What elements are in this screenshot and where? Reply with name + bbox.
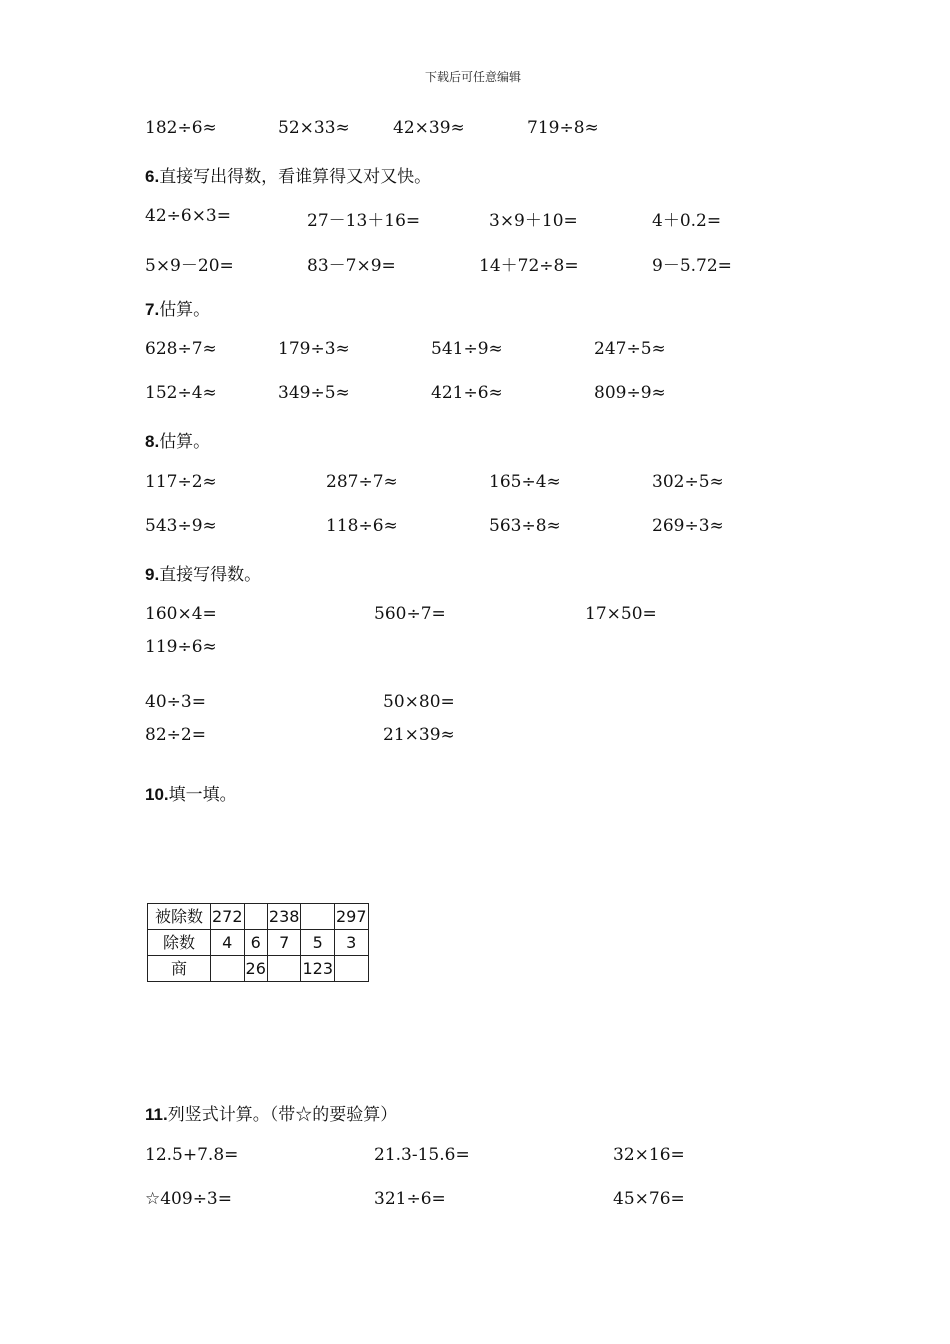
q8-expr: 543÷9≈ (145, 516, 217, 536)
table-cell: 4 (211, 930, 245, 956)
q6-expr: 3×9＋10= (489, 211, 578, 231)
q7-expr: 179÷3≈ (278, 339, 350, 359)
q6-heading (145, 162, 431, 187)
q8-expr: 118÷6≈ (326, 516, 398, 536)
table-row (148, 930, 369, 956)
table-cell (301, 904, 335, 930)
q9-expr: 17×50= (585, 604, 657, 624)
table-row (148, 956, 369, 982)
q8-title: 估算。 (159, 432, 211, 452)
table-cell: 5 (301, 930, 335, 956)
q8-heading (145, 427, 210, 452)
table-cell (244, 904, 267, 930)
table-cell: 6 (244, 930, 267, 956)
q9-heading (145, 560, 261, 585)
q9-expr: 160×4= (145, 604, 217, 624)
table-cell: 238 (267, 904, 301, 930)
q9-expr: 82÷2= (145, 725, 206, 745)
q8-expr: 563÷8≈ (489, 516, 561, 536)
page-header: 下载后可任意编辑 (425, 70, 522, 84)
table-cell: 商 (148, 956, 211, 982)
q6-title: 直接写出得数，看谁算得又对又快。 (159, 167, 432, 187)
top-expr-2: 52×33≈ (278, 118, 350, 138)
table-row (148, 904, 369, 930)
q8-expr: 269÷3≈ (652, 516, 724, 536)
q9-expr: 119÷6≈ (145, 637, 217, 657)
table-cell: 297 (335, 904, 369, 930)
q11-heading (145, 1100, 397, 1125)
q7-number: 7. (145, 300, 160, 319)
q6-expr: 42÷6×3= (145, 206, 231, 226)
q7-title: 估算。 (159, 300, 211, 320)
table-cell: 26 (244, 956, 267, 982)
top-expr-4: 719÷8≈ (527, 118, 599, 138)
q11-expr: 32×16= (613, 1145, 685, 1165)
q7-expr: 247÷5≈ (594, 339, 666, 359)
q7-expr: 541÷9≈ (431, 339, 503, 359)
q11-title: 列竖式计算。（带☆的要验算） (167, 1105, 398, 1125)
table-cell (211, 956, 245, 982)
q6-expr: 14＋72÷8= (479, 256, 579, 276)
table-cell (267, 956, 301, 982)
q9-expr: 560÷7= (374, 604, 446, 624)
q9-number: 9. (145, 565, 160, 584)
table-cell: 123 (301, 956, 335, 982)
q9-title: 直接写得数。 (159, 565, 262, 585)
table-cell (335, 956, 369, 982)
table-cell: 272 (211, 904, 245, 930)
q8-number: 8. (145, 432, 160, 451)
q11-expr: ☆409÷3= (145, 1189, 232, 1209)
q6-expr: 4＋0.2= (652, 211, 722, 231)
table-cell: 3 (335, 930, 369, 956)
q11-expr: 321÷6= (374, 1189, 446, 1209)
q6-expr: 5×9－20= (145, 256, 234, 276)
table-cell: 除数 (148, 930, 211, 956)
q7-expr: 152÷4≈ (145, 383, 217, 403)
q9-expr: 21×39≈ (383, 725, 455, 745)
q11-number: 11. (145, 1105, 168, 1124)
q11-expr: 21.3-15.6= (374, 1145, 470, 1165)
top-expr-3: 42×39≈ (393, 118, 465, 138)
q11-expr: 12.5+7.8= (145, 1145, 239, 1165)
q7-expr: 809÷9≈ (594, 383, 666, 403)
q7-expr: 628÷7≈ (145, 339, 217, 359)
q8-expr: 165÷4≈ (489, 472, 561, 492)
q11-expr: 45×76= (613, 1189, 685, 1209)
table-cell: 被除数 (148, 904, 211, 930)
q6-expr: 9－5.72= (652, 256, 732, 276)
q8-expr: 302÷5≈ (652, 472, 724, 492)
table-cell: 7 (267, 930, 301, 956)
q8-expr: 287÷7≈ (326, 472, 398, 492)
q6-number: 6. (145, 167, 160, 186)
q9-expr: 40÷3= (145, 692, 206, 712)
q9-expr: 50×80= (383, 692, 455, 712)
top-expr-1: 182÷6≈ (145, 118, 217, 138)
q7-heading (145, 295, 210, 320)
q10-heading (145, 780, 237, 805)
division-table (147, 903, 369, 982)
q6-expr: 83－7×9= (307, 256, 396, 276)
q7-expr: 349÷5≈ (278, 383, 350, 403)
q8-expr: 117÷2≈ (145, 472, 217, 492)
q7-expr: 421÷6≈ (431, 383, 503, 403)
q10-title: 填一填。 (168, 785, 237, 805)
q10-number: 10. (145, 785, 169, 804)
q6-expr: 27－13＋16= (307, 211, 421, 231)
